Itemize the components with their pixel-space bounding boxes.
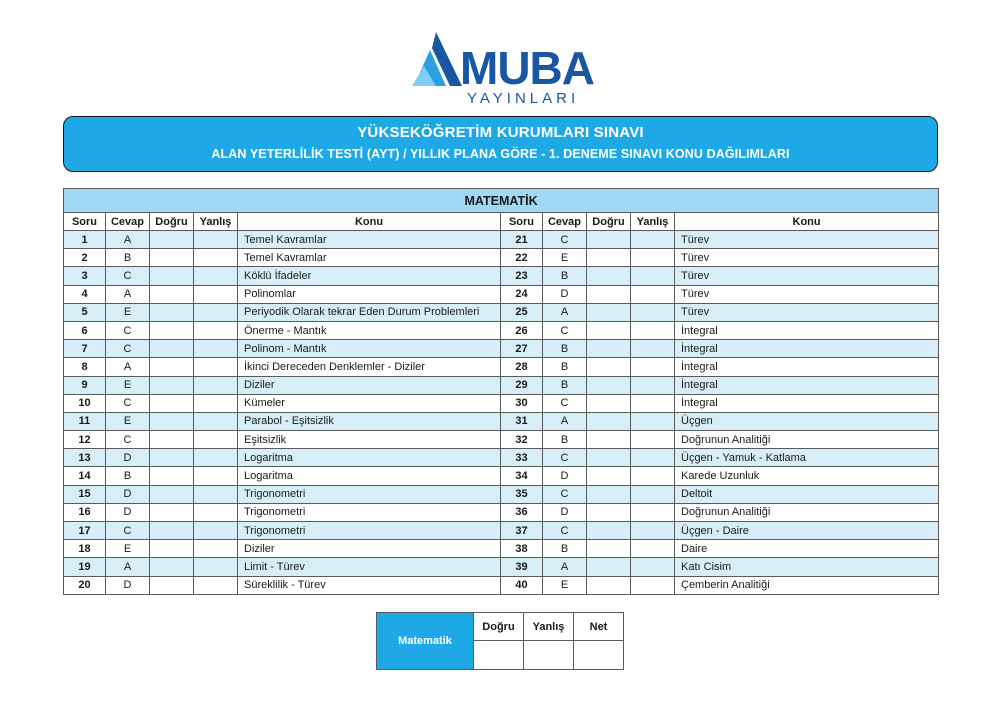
table-row — [64, 267, 939, 285]
correct-mark-cell[interactable] — [150, 522, 194, 540]
answer-cell: C — [543, 449, 587, 467]
topic-cell: İntegral — [675, 358, 939, 376]
topic-cell: Köklü İfadeler — [238, 267, 501, 285]
topic-cell: Doğrunun Analitiği — [675, 431, 939, 449]
topic-cell: Türev — [675, 267, 939, 285]
answer-cell: C — [543, 485, 587, 503]
topic-cell: Daire — [675, 540, 939, 558]
question-number: 6 — [64, 321, 106, 339]
question-number: 25 — [501, 303, 543, 321]
correct-mark-cell[interactable] — [150, 340, 194, 358]
score-yanlis-cell[interactable] — [524, 641, 574, 670]
topic-cell: Trigonometri — [238, 485, 501, 503]
table-row — [64, 449, 939, 467]
answer-cell: A — [106, 231, 150, 249]
wrong-mark-cell[interactable] — [194, 249, 238, 267]
answer-cell: E — [106, 376, 150, 394]
topic-cell: Çemberin Analitiği — [675, 576, 939, 594]
column-header: Yanlış — [194, 213, 238, 231]
answer-cell: C — [543, 522, 587, 540]
table-row — [64, 522, 939, 540]
answer-cell: C — [106, 321, 150, 339]
question-number: 23 — [501, 267, 543, 285]
correct-mark-cell[interactable] — [150, 358, 194, 376]
correct-mark-cell[interactable] — [150, 540, 194, 558]
logo-wordmark: MUBA — [460, 42, 594, 94]
topic-cell: Türev — [675, 231, 939, 249]
wrong-mark-cell[interactable] — [194, 231, 238, 249]
table-row — [64, 358, 939, 376]
answer-cell: B — [106, 467, 150, 485]
score-dogru-cell[interactable] — [474, 641, 524, 670]
table-row — [64, 558, 939, 576]
answer-key-table — [63, 188, 939, 595]
correct-mark-cell[interactable] — [587, 412, 631, 430]
correct-mark-cell[interactable] — [587, 576, 631, 594]
question-number: 2 — [64, 249, 106, 267]
column-header: Yanlış — [631, 213, 675, 231]
topic-cell: Üçgen - Yamuk - Katlama — [675, 449, 939, 467]
wrong-mark-cell[interactable] — [631, 467, 675, 485]
column-header: Cevap — [543, 213, 587, 231]
wrong-mark-cell[interactable] — [631, 358, 675, 376]
wrong-mark-cell[interactable] — [194, 485, 238, 503]
topic-cell: Eşitsizlik — [238, 431, 501, 449]
answer-cell: C — [106, 522, 150, 540]
topic-cell: Logaritma — [238, 467, 501, 485]
topic-cell: Üçgen - Daire — [675, 522, 939, 540]
correct-mark-cell[interactable] — [150, 249, 194, 267]
wrong-mark-cell[interactable] — [631, 249, 675, 267]
question-number: 39 — [501, 558, 543, 576]
question-number: 24 — [501, 285, 543, 303]
table-row — [64, 249, 939, 267]
topic-cell: İntegral — [675, 340, 939, 358]
answer-cell: A — [543, 303, 587, 321]
column-header: Soru — [501, 213, 543, 231]
answer-cell: C — [106, 394, 150, 412]
topic-cell: Polinom - Mantık — [238, 340, 501, 358]
correct-mark-cell[interactable] — [150, 285, 194, 303]
correct-mark-cell[interactable] — [150, 449, 194, 467]
correct-mark-cell[interactable] — [587, 503, 631, 521]
topic-cell: İntegral — [675, 321, 939, 339]
topic-cell: Diziler — [238, 376, 501, 394]
column-header: Cevap — [106, 213, 150, 231]
topic-cell: Katı Cisim — [675, 558, 939, 576]
correct-mark-cell[interactable] — [587, 303, 631, 321]
correct-mark-cell[interactable] — [587, 449, 631, 467]
question-number: 29 — [501, 376, 543, 394]
topic-cell: Trigonometri — [238, 522, 501, 540]
wrong-mark-cell[interactable] — [631, 412, 675, 430]
answer-cell: A — [543, 558, 587, 576]
answer-cell: C — [106, 431, 150, 449]
topic-cell: Karede Uzunluk — [675, 467, 939, 485]
correct-mark-cell[interactable] — [150, 267, 194, 285]
table-row — [64, 467, 939, 485]
answer-cell: D — [106, 503, 150, 521]
topic-cell: Türev — [675, 249, 939, 267]
answer-cell: B — [543, 540, 587, 558]
wrong-mark-cell[interactable] — [194, 540, 238, 558]
column-header: Doğru — [150, 213, 194, 231]
wrong-mark-cell[interactable] — [194, 358, 238, 376]
question-number: 38 — [501, 540, 543, 558]
question-number: 31 — [501, 412, 543, 430]
topic-cell: Süreklilik - Türev — [238, 576, 501, 594]
correct-mark-cell[interactable] — [150, 485, 194, 503]
topic-cell: Trigonometri — [238, 503, 501, 521]
question-number: 16 — [64, 503, 106, 521]
answer-cell: E — [543, 576, 587, 594]
answer-cell: A — [106, 358, 150, 376]
wrong-mark-cell[interactable] — [631, 340, 675, 358]
wrong-mark-cell[interactable] — [194, 394, 238, 412]
wrong-mark-cell[interactable] — [631, 576, 675, 594]
topic-cell: Temel Kavramlar — [238, 249, 501, 267]
table-row — [64, 485, 939, 503]
correct-mark-cell[interactable] — [150, 412, 194, 430]
topic-cell: İntegral — [675, 376, 939, 394]
exam-subtitle: ALAN YETERLİLİK TESTİ (AYT) / YILLIK PLANA GÖRE - 1. DENEME SINAVI KONU DAĞILIMLARI — [211, 147, 790, 161]
topic-cell: Limit - Türev — [238, 558, 501, 576]
topic-cell: Kümeler — [238, 394, 501, 412]
score-table — [376, 612, 624, 670]
question-number: 35 — [501, 485, 543, 503]
table-row — [64, 303, 939, 321]
answer-cell: C — [543, 231, 587, 249]
wrong-mark-cell[interactable] — [194, 449, 238, 467]
answer-cell: D — [543, 285, 587, 303]
wrong-mark-cell[interactable] — [631, 285, 675, 303]
question-number: 11 — [64, 412, 106, 430]
correct-mark-cell[interactable] — [587, 467, 631, 485]
wrong-mark-cell[interactable] — [631, 558, 675, 576]
question-number: 37 — [501, 522, 543, 540]
answer-cell: C — [543, 321, 587, 339]
answer-cell: B — [106, 249, 150, 267]
answer-cell: B — [543, 358, 587, 376]
question-number: 15 — [64, 485, 106, 503]
wrong-mark-cell[interactable] — [631, 231, 675, 249]
topic-cell: Diziler — [238, 540, 501, 558]
topic-cell: Üçgen — [675, 412, 939, 430]
score-header-dogru: Doğru — [474, 613, 524, 641]
table-row — [64, 540, 939, 558]
answer-cell: B — [543, 340, 587, 358]
subject-title: MATEMATİK — [64, 189, 939, 213]
topic-cell: Periyodik Olarak tekrar Eden Durum Problemleri — [238, 303, 501, 321]
wrong-mark-cell[interactable] — [631, 394, 675, 412]
score-header-net: Net — [574, 613, 624, 641]
wrong-mark-cell[interactable] — [631, 303, 675, 321]
answer-cell: C — [106, 340, 150, 358]
correct-mark-cell[interactable] — [587, 394, 631, 412]
question-number: 7 — [64, 340, 106, 358]
correct-mark-cell[interactable] — [150, 558, 194, 576]
answer-cell: C — [543, 394, 587, 412]
question-number: 4 — [64, 285, 106, 303]
logo-subtitle: YAYINLARI — [467, 90, 580, 107]
question-number: 5 — [64, 303, 106, 321]
exam-title: YÜKSEKÖĞRETİM KURUMLARI SINAVI — [357, 124, 644, 141]
wrong-mark-cell[interactable] — [194, 376, 238, 394]
answer-cell: A — [106, 558, 150, 576]
topic-cell: Parabol - Eşitsizlik — [238, 412, 501, 430]
wrong-mark-cell[interactable] — [194, 285, 238, 303]
question-number: 36 — [501, 503, 543, 521]
question-number: 21 — [501, 231, 543, 249]
wrong-mark-cell[interactable] — [631, 522, 675, 540]
question-number: 1 — [64, 231, 106, 249]
wrong-mark-cell[interactable] — [194, 340, 238, 358]
question-number: 30 — [501, 394, 543, 412]
answer-cell: E — [543, 249, 587, 267]
table-row — [64, 503, 939, 521]
answer-cell: D — [106, 485, 150, 503]
wrong-mark-cell[interactable] — [194, 431, 238, 449]
correct-mark-cell[interactable] — [587, 522, 631, 540]
topic-cell: Doğrunun Analitiği — [675, 503, 939, 521]
question-number: 32 — [501, 431, 543, 449]
topic-cell: İkinci Dereceden Denklemler - Diziler — [238, 358, 501, 376]
question-number: 28 — [501, 358, 543, 376]
correct-mark-cell[interactable] — [587, 285, 631, 303]
table-row — [64, 576, 939, 594]
wrong-mark-cell[interactable] — [631, 503, 675, 521]
correct-mark-cell[interactable] — [587, 431, 631, 449]
exam-banner — [63, 116, 938, 172]
topic-cell: Deltoit — [675, 485, 939, 503]
table-row — [64, 394, 939, 412]
table-row — [64, 340, 939, 358]
topic-cell: Logaritma — [238, 449, 501, 467]
table-row — [64, 231, 939, 249]
question-number: 33 — [501, 449, 543, 467]
question-number: 19 — [64, 558, 106, 576]
wrong-mark-cell[interactable] — [194, 412, 238, 430]
answer-cell: E — [106, 540, 150, 558]
answer-cell: B — [543, 431, 587, 449]
correct-mark-cell[interactable] — [587, 340, 631, 358]
wrong-mark-cell[interactable] — [194, 522, 238, 540]
correct-mark-cell[interactable] — [150, 431, 194, 449]
wrong-mark-cell[interactable] — [194, 576, 238, 594]
answer-cell: D — [543, 503, 587, 521]
question-number: 27 — [501, 340, 543, 358]
answer-cell: A — [543, 412, 587, 430]
wrong-mark-cell[interactable] — [631, 540, 675, 558]
column-header: Konu — [238, 213, 501, 231]
correct-mark-cell[interactable] — [587, 376, 631, 394]
table-row — [64, 376, 939, 394]
answer-cell: D — [106, 449, 150, 467]
correct-mark-cell[interactable] — [150, 503, 194, 521]
correct-mark-cell[interactable] — [150, 303, 194, 321]
correct-mark-cell[interactable] — [587, 558, 631, 576]
correct-mark-cell[interactable] — [587, 231, 631, 249]
wrong-mark-cell[interactable] — [631, 321, 675, 339]
question-number: 34 — [501, 467, 543, 485]
correct-mark-cell[interactable] — [587, 321, 631, 339]
column-header: Doğru — [587, 213, 631, 231]
wrong-mark-cell[interactable] — [631, 376, 675, 394]
question-number: 26 — [501, 321, 543, 339]
wrong-mark-cell[interactable] — [194, 321, 238, 339]
wrong-mark-cell[interactable] — [194, 503, 238, 521]
question-number: 22 — [501, 249, 543, 267]
correct-mark-cell[interactable] — [150, 231, 194, 249]
correct-mark-cell[interactable] — [150, 467, 194, 485]
question-number: 8 — [64, 358, 106, 376]
correct-mark-cell[interactable] — [587, 267, 631, 285]
correct-mark-cell[interactable] — [587, 540, 631, 558]
table-row — [64, 285, 939, 303]
topic-cell: Temel Kavramlar — [238, 231, 501, 249]
question-number: 12 — [64, 431, 106, 449]
answer-cell: D — [106, 576, 150, 594]
wrong-mark-cell[interactable] — [631, 449, 675, 467]
question-number: 13 — [64, 449, 106, 467]
question-number: 3 — [64, 267, 106, 285]
answer-cell: E — [106, 412, 150, 430]
wrong-mark-cell[interactable] — [194, 467, 238, 485]
answer-cell: B — [543, 376, 587, 394]
answer-cell: A — [106, 285, 150, 303]
correct-mark-cell[interactable] — [587, 249, 631, 267]
table-row — [64, 412, 939, 430]
wrong-mark-cell[interactable] — [194, 558, 238, 576]
wrong-mark-cell[interactable] — [631, 431, 675, 449]
question-number: 17 — [64, 522, 106, 540]
correct-mark-cell[interactable] — [587, 485, 631, 503]
topic-cell: Türev — [675, 303, 939, 321]
score-subject-label: Matematik — [377, 613, 474, 670]
correct-mark-cell[interactable] — [150, 394, 194, 412]
muba-logo — [410, 30, 600, 112]
table-row — [64, 431, 939, 449]
answer-cell: D — [543, 467, 587, 485]
table-row — [64, 321, 939, 339]
answer-cell: B — [543, 267, 587, 285]
score-header-yanlis: Yanlış — [524, 613, 574, 641]
wrong-mark-cell[interactable] — [194, 303, 238, 321]
question-number: 20 — [64, 576, 106, 594]
topic-cell: Polinomlar — [238, 285, 501, 303]
question-number: 18 — [64, 540, 106, 558]
topic-cell: Türev — [675, 285, 939, 303]
question-number: 9 — [64, 376, 106, 394]
column-header: Soru — [64, 213, 106, 231]
wrong-mark-cell[interactable] — [631, 267, 675, 285]
wrong-mark-cell[interactable] — [631, 485, 675, 503]
question-number: 14 — [64, 467, 106, 485]
answer-cell: E — [106, 303, 150, 321]
question-number: 10 — [64, 394, 106, 412]
wrong-mark-cell[interactable] — [194, 267, 238, 285]
column-header: Konu — [675, 213, 939, 231]
score-net-cell[interactable] — [574, 641, 624, 670]
topic-cell: Önerme - Mantık — [238, 321, 501, 339]
topic-cell: İntegral — [675, 394, 939, 412]
correct-mark-cell[interactable] — [150, 576, 194, 594]
correct-mark-cell[interactable] — [150, 376, 194, 394]
question-number: 40 — [501, 576, 543, 594]
correct-mark-cell[interactable] — [150, 321, 194, 339]
answer-cell: C — [106, 267, 150, 285]
correct-mark-cell[interactable] — [587, 358, 631, 376]
